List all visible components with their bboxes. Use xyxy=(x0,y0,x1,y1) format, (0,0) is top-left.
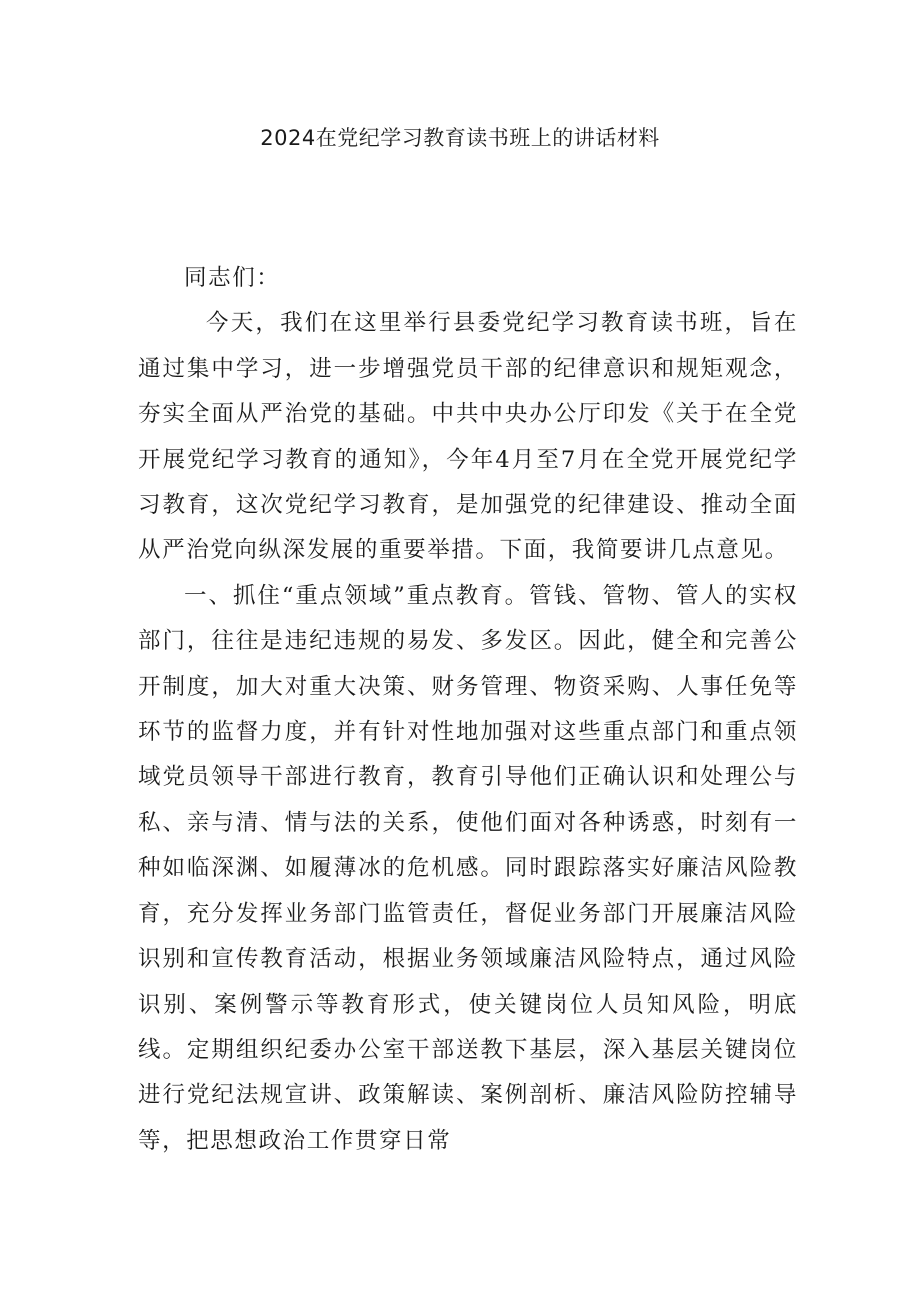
paragraph-opening: 今天，我们在这里举行县委党纪学习教育读书班，旨在通过集中学习，进一步增强党员干部的纪律意识和规矩观念，夯实全面从严治党的基础。中共中央办公厅印发《关于在全党开展党纪学习教育的通知》，今年4月至7月在全党开展党纪学习教育，这次党纪学习教育，是加强党的纪律建设、推动全面从严治党向纵深发展的重要举措。下面，我简要讲几点意见。 xyxy=(138,310,798,564)
document-title: 2024在党纪学习教育读书班上的讲话材料 xyxy=(260,126,660,150)
document-body xyxy=(138,256,798,1164)
salutation: 同志们： xyxy=(184,265,281,291)
paragraph-section-one: 一、抓住“重点领域”重点教育。管钱、管物、管人的实权部门，往往是违纪违规的易发、多发区。因此，健全和完善公开制度，加大对重大决策、财务管理、物资采购、人事任免等环节的监督力度，并有针对性地加强对这些重点部门和重点领域党员领导干部进行教育，教育引导他们正确认识和处理公与私、亲与清、情与法的关系，使他们面对各种诱惑，时刻有一种如临深渊、如履薄冰的危机感。同时跟踪落实好廉洁风险教育，充分发挥业务部门监管责任，督促业务部门开展廉洁风险识别和宣传教育活动，根据业务领域廉洁风险特点，通过风险识别、案例警示等教育形式，使关键岗位人员知风险，明底线。定期组织纪委办公室干部送教下基层，深入基层关键岗位进行党纪法规宣讲、政策解读、案例剖析、廉洁风险防控辅导等，把思想政治工作贯穿日常 xyxy=(138,582,798,1154)
